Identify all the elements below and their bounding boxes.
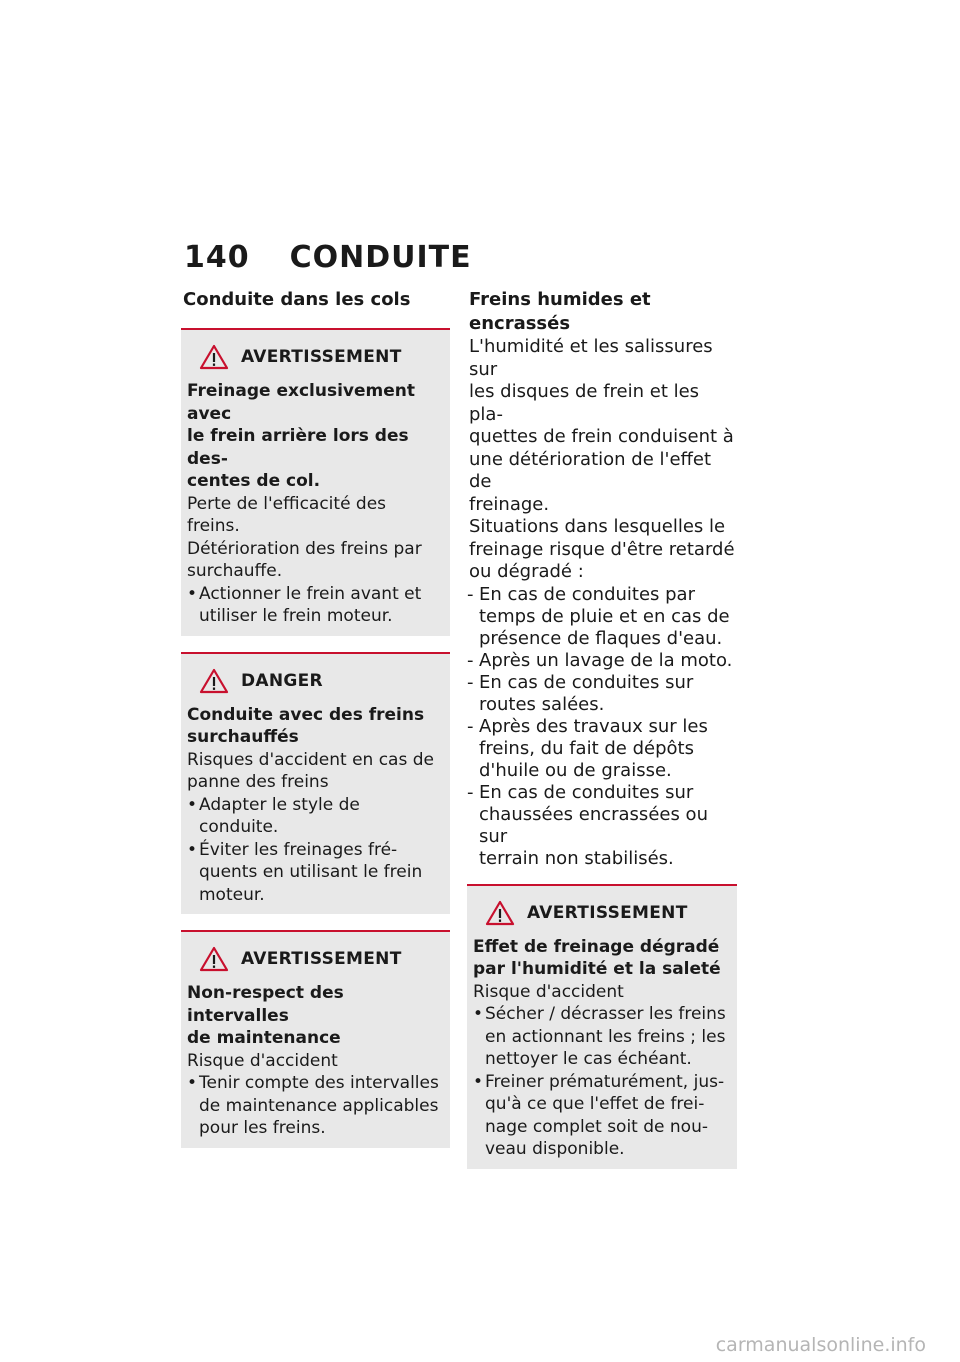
list-item: • Adapter le style de conduite. [187, 794, 360, 837]
list-item: • Sécher / décrasser les freins en actionnant les freins ; les nettoyer le cas échéant. [473, 1004, 726, 1069]
warning-triangle-icon [485, 900, 515, 926]
box-body-text: Perte de l'efficacité des freins. Détérioration des freins par surchauffe. [187, 493, 422, 581]
box-heading-text: Effet de freinage dégradé par l'humidité et la saleté [473, 936, 721, 979]
action-list [187, 583, 444, 628]
list-item: - Après un lavage de la moto. [467, 649, 733, 671]
bullet-mark: • [473, 1004, 484, 1024]
section-title-cols: Conduite dans les cols [183, 289, 411, 310]
list-item: - En cas de conduites sur chaussées encrassées ou sur terrain non stabilisés. [467, 781, 708, 869]
dash-mark: - [467, 649, 474, 671]
warning-box-2 [181, 930, 450, 1148]
box-label: AVERTISSEMENT [527, 902, 688, 923]
warning-triangle-icon [199, 946, 229, 972]
warning-triangle-icon [199, 344, 229, 370]
bullet-mark: • [187, 583, 198, 604]
watermark-text[interactable]: carmanualsonline.info [715, 1334, 926, 1356]
list-item: - En cas de conduites par temps de pluie et en cas de présence de flaques d'eau. [467, 583, 730, 649]
box-label: DANGER [241, 670, 323, 691]
bullet-mark: • [187, 839, 198, 860]
box-heading-text: Freinage exclusivement avec le frein arrière lors des des- centes de col. [187, 381, 415, 491]
warning-box-3 [467, 884, 737, 1169]
list-item: - En cas de conduites sur routes salées. [467, 671, 694, 715]
bullet-mark: • [187, 1073, 198, 1093]
box-heading [473, 900, 731, 926]
right-column [467, 288, 737, 1169]
box-heading [187, 668, 444, 694]
dash-mark: - [467, 715, 474, 737]
box-heading-text: Conduite avec des freins surchauffés [187, 704, 425, 747]
chapter-title: CONDUITE [289, 240, 472, 275]
box-body-text: Risques d'accident en cas de panne des freins [187, 749, 434, 792]
list-item: • Éviter les freinages fré- quents en utilisant le frein moteur. [187, 839, 423, 905]
list-item: • Tenir compte des intervalles de maintenance applicables pour les freins. [187, 1073, 439, 1138]
box-body-text: Risque d'accident [187, 1050, 338, 1071]
box-label: AVERTISSEMENT [241, 949, 402, 969]
box-heading [187, 344, 444, 370]
action-list [473, 1003, 731, 1161]
bullet-mark: • [473, 1071, 484, 1092]
page-footer [0, 1332, 960, 1362]
warning-triangle-icon [199, 668, 229, 694]
section-title-humid: Freins humides et encrassés [469, 289, 651, 334]
action-list [187, 794, 444, 907]
list-item: • Actionner le frein avant et utiliser le frein moteur. [187, 583, 422, 626]
page-header [184, 240, 472, 275]
box-heading [187, 946, 444, 972]
list-item: • Freiner prématurément, jus- qu'à ce que l'effet de frei- nage complet soit de nou- veau disponible. [473, 1071, 725, 1159]
warning-box-1 [181, 328, 450, 636]
dash-mark: - [467, 781, 474, 803]
danger-box [181, 652, 450, 915]
list-item: - Après des travaux sur les freins, du fait de dépôts d'huile ou de graisse. [467, 715, 708, 781]
bullet-mark: • [187, 794, 198, 815]
action-list [187, 1072, 444, 1140]
dash-mark: - [467, 671, 474, 693]
situations-list [467, 584, 737, 870]
page-number: 140 [184, 240, 250, 275]
left-column [181, 288, 450, 1148]
box-label: AVERTISSEMENT [241, 347, 402, 367]
intro-paragraph: L'humidité et les salissures sur les disques de frein et les pla- quettes de frein conduisent à une détérioration de l'effet de freinage. Situations dans lesquelles le freinage risque d'être retardé ou dégradé : [469, 336, 735, 582]
box-heading-text: Non-respect des intervalles de maintenance [187, 983, 344, 1048]
box-body-text: Risque d'accident [473, 981, 624, 1002]
dash-mark: - [467, 583, 474, 605]
